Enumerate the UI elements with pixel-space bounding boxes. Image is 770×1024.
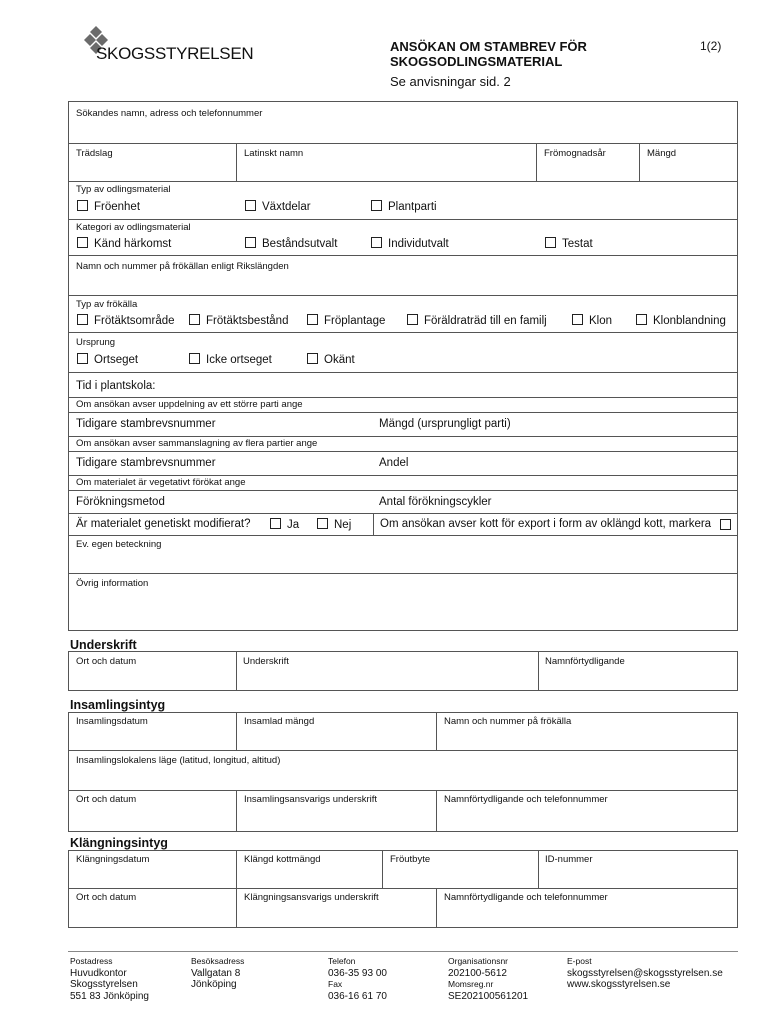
froutbyte-label: Fröutbyte xyxy=(390,854,431,865)
underskrift-heading: Underskrift xyxy=(70,638,137,652)
option-ja[interactable] xyxy=(270,518,299,531)
klangningsdatum-field[interactable] xyxy=(69,851,236,888)
besoksadress-line: Vallgatan 8 xyxy=(191,967,241,979)
checkbox[interactable] xyxy=(407,314,418,325)
option-label: Ortseget xyxy=(94,354,139,366)
page-number: 1(2) xyxy=(700,39,722,53)
option-label: Nej xyxy=(334,519,352,531)
telefon-label: Telefon xyxy=(328,956,356,966)
klangningsintyg-table xyxy=(68,850,738,928)
option-nej[interactable] xyxy=(317,518,351,531)
vegetativt-heading-row xyxy=(69,476,737,491)
tidigare-stambrev-2[interactable]: Tidigare stambrevsnummer xyxy=(76,457,216,469)
underskrift-ort-datum[interactable] xyxy=(69,652,236,690)
option-frotaktsbestand[interactable] xyxy=(189,314,288,327)
klangd-kottmangd-label: Klängd kottmängd xyxy=(244,854,321,865)
mangd-ursprungligt[interactable]: Mängd (ursprungligt parti) xyxy=(379,418,511,430)
klangning-ansvarig-label: Klängningsansvarigs underskrift xyxy=(244,892,379,903)
option-label: Föräldraträd till en familj xyxy=(424,315,547,327)
namn-tel-label: Namnförtydligande och telefonnummer xyxy=(444,794,608,805)
option-individutvalt[interactable] xyxy=(371,237,449,250)
option-label: Individutvalt xyxy=(388,238,449,250)
option-ortseget[interactable] xyxy=(77,353,138,366)
tradslag-label: Trädslag xyxy=(76,148,113,159)
option-okant[interactable] xyxy=(307,353,355,366)
andel[interactable]: Andel xyxy=(379,457,409,469)
footer-besoksadress xyxy=(191,956,244,991)
insamling-namn-tel[interactable] xyxy=(436,791,739,831)
underskrift-table xyxy=(68,651,738,691)
gmo-cell xyxy=(69,514,373,535)
odlingsmaterial-label: Typ av odlingsmaterial xyxy=(76,184,171,195)
fromognadsar-label: Frömognadsår xyxy=(544,148,606,159)
footer-divider xyxy=(68,951,738,952)
checkbox[interactable] xyxy=(77,353,88,364)
option-vaxtdelar[interactable] xyxy=(245,200,311,213)
option-label: Växtdelar xyxy=(262,201,311,213)
plantskola-row[interactable] xyxy=(69,373,737,398)
option-label: Testat xyxy=(562,238,593,250)
species-row xyxy=(69,144,737,182)
fromognadsar-field[interactable] xyxy=(536,144,639,181)
vegetativt-row xyxy=(69,491,737,514)
uppdelning-label: Om ansökan avser uppdelning av ett större parti ange xyxy=(76,399,303,410)
checkbox[interactable] xyxy=(371,200,382,211)
option-label: Plantparti xyxy=(388,201,437,213)
momsreg-label: Momsreg.nr xyxy=(448,979,494,989)
ort-datum-label: Ort och datum xyxy=(76,794,137,805)
option-froenhet[interactable] xyxy=(77,200,140,213)
froutbyte-field[interactable] xyxy=(382,851,538,888)
export-label: Om ansökan avser kott för export i form av oklängd kott, markera xyxy=(380,518,712,530)
option-label: Klonblandning xyxy=(653,315,726,327)
underskrift-namnfortydligande[interactable] xyxy=(538,652,739,690)
option-label: Fröplantage xyxy=(324,315,386,327)
insamling-ansvarig-label: Insamlingsansvarigs underskrift xyxy=(244,794,378,805)
option-label: Frötäktsområde xyxy=(94,315,175,327)
footer-orgnr xyxy=(448,956,528,1002)
option-frotaktsomrade[interactable] xyxy=(77,314,175,327)
ort-datum-label: Ort och datum xyxy=(76,892,137,903)
footer-telefon xyxy=(328,956,387,1002)
id-nummer-field[interactable] xyxy=(538,851,739,888)
sammanslagning-row xyxy=(69,452,737,476)
ursprung-row xyxy=(69,333,737,373)
ovrig-information-row[interactable] xyxy=(69,574,737,632)
option-label: Klon xyxy=(589,315,613,327)
frokalla-namn-nummer-label: Namn och nummer på frökälla xyxy=(444,716,572,727)
checkbox[interactable] xyxy=(77,200,88,211)
kategori-row xyxy=(69,220,737,256)
option-icke-ortseget[interactable] xyxy=(189,353,272,366)
underskrift-signature[interactable] xyxy=(236,652,538,690)
fax-label: Fax xyxy=(328,979,343,989)
plantskola-label: Tid i plantskola: xyxy=(76,380,156,392)
klangning-ort-datum[interactable] xyxy=(69,889,236,927)
ovrig-information-label: Övrig information xyxy=(76,578,149,589)
latinskt-namn-field[interactable] xyxy=(236,144,536,181)
form-title xyxy=(390,39,587,69)
insamlad-mangd-label: Insamlad mängd xyxy=(244,716,315,727)
besoksadress-label: Besöksadress xyxy=(191,956,245,966)
insamlad-mangd-field[interactable] xyxy=(236,713,436,750)
frokalla-namn-nummer-field[interactable] xyxy=(436,713,739,750)
option-testat[interactable] xyxy=(545,237,593,250)
checkbox[interactable] xyxy=(317,518,328,529)
insamlingsdatum-field[interactable] xyxy=(69,713,236,750)
mangd-label: Mängd xyxy=(647,148,677,159)
option-plantparti[interactable] xyxy=(371,200,437,213)
checkbox[interactable] xyxy=(371,237,382,248)
insamling-ansvarig-signature[interactable] xyxy=(236,791,436,831)
vegetativt-label: Om materialet är vegetativt förökat ange xyxy=(76,477,246,488)
insamlingsintyg-heading: Insamlingsintyg xyxy=(70,698,166,712)
postadress-line: Skogsstyrelsen xyxy=(70,979,138,990)
checkbox[interactable] xyxy=(307,353,318,364)
klangning-row-2 xyxy=(69,889,737,927)
antal-forokningscykler[interactable]: Antal förökningscykler xyxy=(379,496,492,508)
option-label: Frötäktsbestånd xyxy=(206,315,289,327)
insamlingsdatum-label: Insamlingsdatum xyxy=(76,716,148,727)
odlingsmaterial-row xyxy=(69,182,737,220)
klangning-ansvarig-signature[interactable] xyxy=(236,889,436,927)
option-klon[interactable] xyxy=(572,314,612,327)
namnfortydligande-label: Namnförtydligande xyxy=(545,656,625,667)
option-kand-harkomst[interactable] xyxy=(77,237,171,250)
insamling-lage-label: Insamlingslokalens läge (latitud, longitud, altitud) xyxy=(76,755,281,766)
latinskt-namn-label: Latinskt namn xyxy=(244,148,304,159)
uppdelning-heading-row xyxy=(69,398,737,413)
instructions-note: Se anvisningar sid. 2 xyxy=(390,74,511,89)
application-form xyxy=(68,101,738,631)
gmo-export-row xyxy=(69,514,737,536)
ursprung-label: Ursprung xyxy=(76,337,116,348)
title-line-2: SKOGSODLINGSMATERIAL xyxy=(390,54,563,69)
kategori-label: Kategori av odlingsmaterial xyxy=(76,222,191,233)
applicant-row[interactable] xyxy=(69,102,737,144)
namn-tel-label: Namnförtydligande och telefonnummer xyxy=(444,892,608,903)
option-label: Beståndsutvalt xyxy=(262,238,338,250)
klangningsintyg-heading: Klängningsintyg xyxy=(70,836,168,850)
footer-epost xyxy=(567,956,723,991)
checkbox[interactable] xyxy=(189,353,200,364)
option-label: Ja xyxy=(287,519,300,531)
postadress-line: 551 83 Jönköping xyxy=(70,990,149,1002)
besoksadress-line: Jönköping xyxy=(191,979,237,990)
website-link[interactable]: www.skogsstyrelsen.se xyxy=(567,979,671,990)
telefon-value: 036-35 93 00 xyxy=(328,967,387,979)
egen-beteckning-row[interactable] xyxy=(69,536,737,574)
gmo-question: Är materialet genetiskt modifierat? xyxy=(76,518,251,530)
export-cell xyxy=(373,514,739,535)
insamling-row-1 xyxy=(69,713,737,751)
sammanslagning-heading-row xyxy=(69,437,737,452)
checkbox[interactable] xyxy=(245,200,256,211)
footer-postadress xyxy=(70,956,149,1002)
checkbox[interactable] xyxy=(245,237,256,248)
checkbox[interactable] xyxy=(189,314,200,325)
postadress-label: Postadress xyxy=(70,956,113,966)
id-nummer-label: ID-nummer xyxy=(545,854,593,865)
option-klonblandning[interactable] xyxy=(636,314,726,327)
epost-link[interactable]: skogsstyrelsen@skogsstyrelsen.se xyxy=(567,967,723,979)
insamling-row-3 xyxy=(69,791,737,831)
egen-beteckning-label: Ev. egen beteckning xyxy=(76,539,162,550)
option-bestandsutvalt[interactable] xyxy=(245,237,337,250)
insamling-lage-row[interactable] xyxy=(69,751,737,791)
orgnr-value: 202100-5612 xyxy=(448,967,507,979)
tradslag-field[interactable] xyxy=(69,144,236,181)
epost-label: E-post xyxy=(567,956,592,966)
checkbox[interactable] xyxy=(77,314,88,325)
logo-text: SKOGSSTYRELSEN xyxy=(96,44,254,63)
option-froplantage[interactable] xyxy=(307,314,385,327)
underskrift-row xyxy=(69,652,737,690)
uppdelning-row xyxy=(69,413,737,437)
checkbox[interactable] xyxy=(572,314,583,325)
insamlingsintyg-table xyxy=(68,712,738,832)
sammanslagning-label: Om ansökan avser sammanslagning av flera partier ange xyxy=(76,438,318,449)
option-label: Känd härkomst xyxy=(94,238,172,250)
momsreg-value: SE202100561201 xyxy=(448,990,529,1002)
applicant-label: Sökandes namn, adress och telefonnummer xyxy=(76,108,263,119)
title-line-1: ANSÖKAN OM STAMBREV FÖR xyxy=(390,39,587,54)
postadress-line: Huvudkontor xyxy=(70,967,127,979)
klangning-namn-tel[interactable] xyxy=(436,889,739,927)
frokalla-typ-row xyxy=(69,296,737,333)
mangd-field[interactable] xyxy=(639,144,739,181)
checkbox[interactable] xyxy=(545,237,556,248)
checkbox[interactable] xyxy=(307,314,318,325)
ort-datum-label: Ort och datum xyxy=(76,656,137,667)
option-foraldratrad[interactable] xyxy=(407,314,547,327)
checkbox[interactable] xyxy=(77,237,88,248)
frokalla-typ-label: Typ av frökälla xyxy=(76,299,138,310)
orgnr-label: Organisationsnr xyxy=(448,956,509,966)
insamling-ort-datum[interactable] xyxy=(69,791,236,831)
klangd-kottmangd-field[interactable] xyxy=(236,851,382,888)
checkbox[interactable] xyxy=(270,518,281,529)
checkbox[interactable] xyxy=(636,314,647,325)
option-label: Fröenhet xyxy=(94,201,141,213)
underskrift-label: Underskrift xyxy=(243,656,289,667)
klangningsdatum-label: Klängningsdatum xyxy=(76,854,150,865)
frokalla-namn-row[interactable] xyxy=(69,256,737,296)
tidigare-stambrev-1[interactable]: Tidigare stambrevsnummer xyxy=(76,418,216,430)
frokalla-namn-label: Namn och nummer på frökällan enligt Rikslängden xyxy=(76,261,289,272)
export-checkbox[interactable] xyxy=(720,519,731,530)
fax-value: 036-16 61 70 xyxy=(328,990,387,1002)
forokningsmetod[interactable]: Förökningsmetod xyxy=(76,496,165,508)
option-label: Icke ortseget xyxy=(206,354,272,366)
option-label: Okänt xyxy=(324,354,355,366)
klangning-row-1 xyxy=(69,851,737,889)
